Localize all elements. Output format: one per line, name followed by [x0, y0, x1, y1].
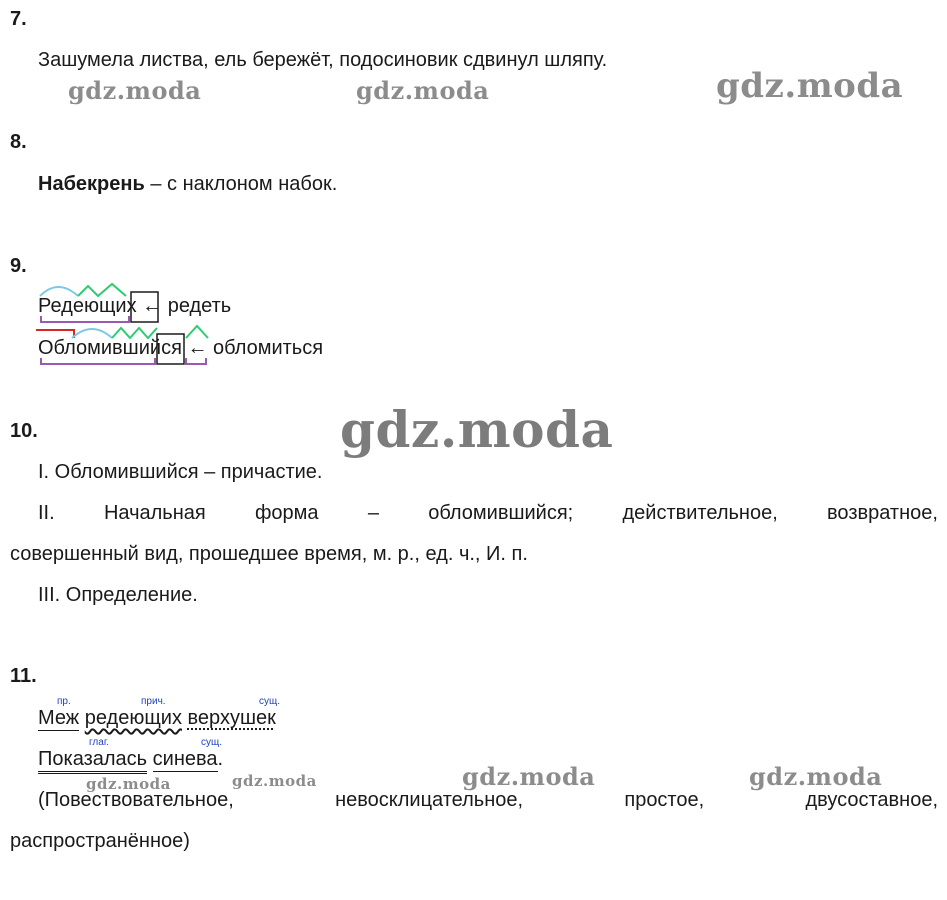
watermark: gdz.moda — [462, 762, 596, 791]
word: – — [367, 502, 379, 524]
parsed-word: верхушек — [187, 707, 276, 729]
question-number: 7. — [10, 8, 27, 30]
question-number: 8. — [10, 131, 27, 153]
word: II. — [38, 502, 55, 524]
question-number: 10. — [10, 420, 38, 442]
watermark: gdz.moda — [68, 76, 202, 105]
question-number: 9. — [10, 255, 27, 277]
arrow-icon: ← — [187, 337, 208, 359]
watermark: gdz.moda — [232, 772, 317, 790]
part-of-speech-tag: сущ. — [259, 696, 281, 707]
definition: – с наклоном набок. — [144, 173, 338, 195]
word: невосклицательное, — [335, 789, 524, 811]
part-of-speech-tag: глаг. — [89, 737, 110, 748]
paragraph: совершенный вид, прошедшее время, м. р., ед. ч., И. п. — [10, 543, 528, 565]
watermark: gdz.moda — [749, 762, 883, 791]
paragraph: распространённое) — [10, 830, 190, 852]
parsed-word: Меж — [38, 707, 80, 729]
parsed-sentence-line — [38, 747, 223, 771]
word: обломившийся; — [428, 502, 574, 524]
word: простое, — [624, 789, 705, 811]
word: действительное, — [622, 502, 778, 524]
word: (Повествовательное, — [38, 789, 234, 811]
parsed-sentence-line — [38, 706, 276, 730]
parsed-word: редеющих — [84, 707, 182, 729]
parsed-word: Показалась — [38, 748, 147, 774]
word: Редеющих — [38, 295, 137, 317]
derivation-line — [38, 336, 323, 360]
answer-text: Зашумела листва, ель бережёт, подосиновик сдвинул шляпу. — [38, 49, 608, 71]
word: двусоставное, — [805, 789, 938, 811]
parsed-word: синева — [152, 748, 218, 770]
punctuation: . — [217, 748, 224, 770]
word: форма — [254, 502, 319, 524]
question-number: 11. — [10, 665, 37, 687]
paragraph-justified — [38, 501, 938, 525]
word: Обломившийся — [38, 337, 182, 359]
source-word: обломиться — [213, 337, 324, 359]
term: Набекрень — [38, 173, 145, 195]
word: возвратное, — [827, 502, 938, 524]
part-of-speech-tag: пр. — [57, 696, 71, 707]
paragraph: III. Определение. — [38, 584, 198, 606]
arrow-icon: ← — [142, 295, 163, 317]
watermark: gdz.moda — [716, 66, 904, 106]
paragraph: I. Обломившийся – причастие. — [38, 461, 323, 483]
word: Начальная — [103, 502, 206, 524]
source-word: редеть — [167, 295, 232, 317]
derivation-line — [38, 294, 231, 318]
watermark: gdz.moda — [86, 775, 171, 793]
watermark: gdz.moda — [356, 76, 490, 105]
part-of-speech-tag: прич. — [141, 696, 166, 707]
watermark: gdz.moda — [340, 400, 614, 459]
paragraph-justified — [38, 788, 938, 812]
part-of-speech-tag: сущ. — [201, 737, 223, 748]
